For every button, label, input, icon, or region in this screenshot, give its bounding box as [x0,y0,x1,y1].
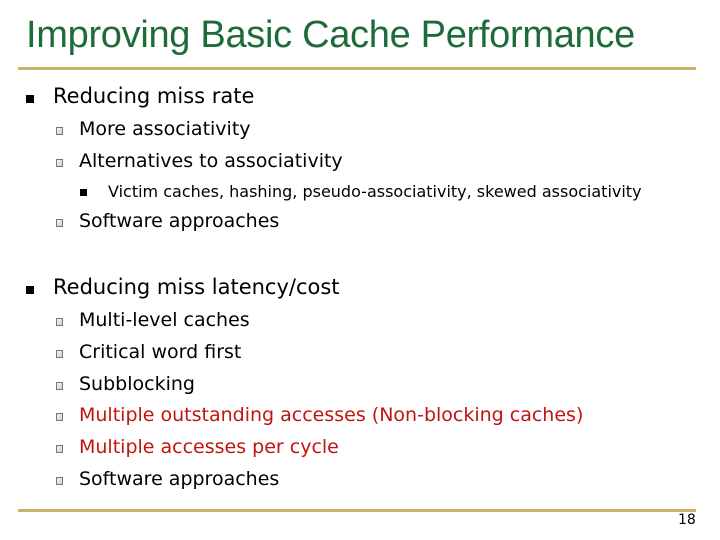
section-heading-text: Reducing miss rate [53,84,255,108]
square-bullet-icon [80,189,87,196]
slide-title: Improving Basic Cache Performance [26,14,635,56]
list-item-text: Software approaches [79,468,280,490]
square-bullet-icon [26,95,34,103]
hollow-square-bullet-icon [56,318,63,326]
hollow-square-bullet-icon [56,127,63,135]
hollow-square-bullet-icon [56,477,63,485]
list-item-text: More associativity [79,118,251,140]
list-item-text: Victim caches, hashing, pseudo-associativity, skewed associativity [108,182,642,201]
section-heading-text: Reducing miss latency/cost [53,275,340,299]
list-item-text: Alternatives to associativity [79,150,343,172]
list-item-text: Subblocking [79,373,195,395]
page-number: 18 [678,512,696,528]
hollow-square-bullet-icon [56,219,63,227]
hollow-square-bullet-icon [56,413,63,421]
square-bullet-icon [26,286,34,294]
hollow-square-bullet-icon [56,445,63,453]
list-item-text: Multiple accesses per cycle [79,436,339,458]
hollow-square-bullet-icon [56,350,63,358]
list-item-text: Software approaches [79,210,280,232]
list-item-text: Multiple outstanding accesses (Non-blocking caches) [79,404,584,426]
hollow-square-bullet-icon [56,382,63,390]
list-item-text: Critical word first [79,341,242,363]
footer-divider [18,509,696,512]
title-divider [18,67,696,70]
list-item-text: Multi-level caches [79,309,250,331]
hollow-square-bullet-icon [56,159,63,167]
